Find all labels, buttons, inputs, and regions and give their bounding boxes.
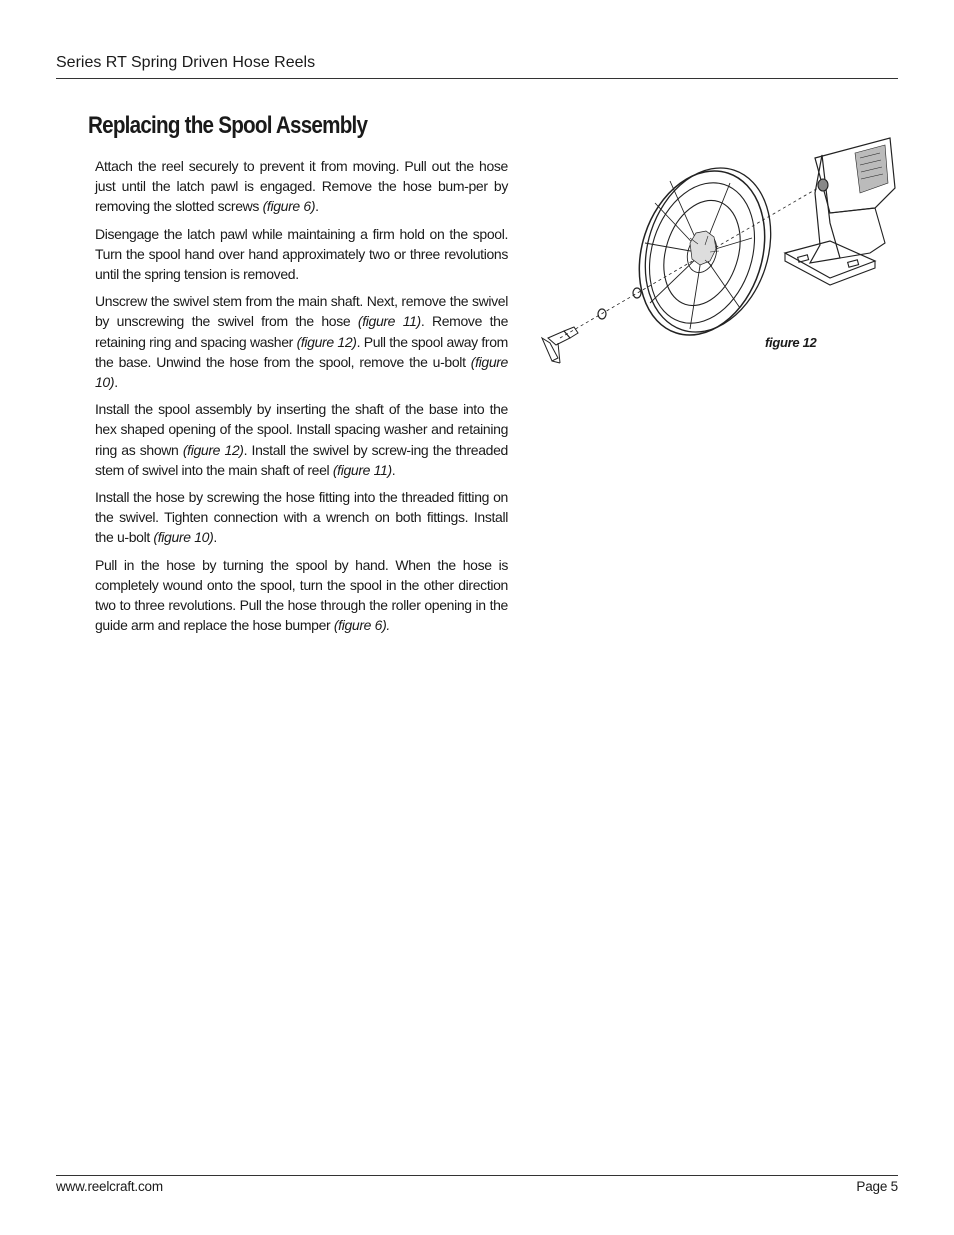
instruction-text xyxy=(95,156,508,642)
paragraph-text: . Install the swivel by screw-ing the threaded stem of swivel into the main shaft of reel xyxy=(95,441,508,478)
paragraph-text: . xyxy=(391,461,396,478)
footer-divider xyxy=(56,1175,898,1176)
figure-caption: figure 12 xyxy=(765,335,817,350)
paragraph-text: Pull in the hose by turning the spool by hand. When the hose is completely wound onto the spool, turn the spool in the other direction two to three revolutions. Pull the hose through the roller opening in the guide arm and replace the hose bumper xyxy=(95,556,508,634)
figure-reference: (figure 10) xyxy=(153,529,214,546)
paragraph-text: Disengage the latch pawl while maintaining a firm hold on the spool. Turn the spool hand over hand approximately two or three revolutions until the spring tension is removed. xyxy=(95,225,508,283)
paragraph-text: Attach the reel securely to prevent it from moving. Pull out the hose just until the latch pawl is engaged. Remove the hose bum-per by removing the slotted screws xyxy=(95,158,508,215)
instruction-paragraph xyxy=(95,224,508,285)
section-title: Replacing the Spool Assembly xyxy=(88,112,368,139)
paragraph-text: Install the hose by screwing the hose fitting into the threaded fitting on the swivel. Tighten connection with a wrench on both fittings. Install the u-bolt xyxy=(95,489,508,546)
paragraph-text: . xyxy=(114,374,118,391)
spacing-washer xyxy=(633,288,641,298)
header-divider xyxy=(56,78,898,79)
footer-website: www.reelcraft.com xyxy=(56,1179,163,1194)
page-number: Page 5 xyxy=(856,1179,898,1194)
paragraph-text: Unscrew the swivel stem from the main shaft. Next, remove the swivel by unscrewing the swivel from the hose xyxy=(95,293,508,330)
paragraph-text: Install the spool assembly by inserting the shaft of the base into the hex shaped opening of the spool. Install spacing washer and retaining ring as shown xyxy=(95,401,508,458)
paragraph-text: . xyxy=(213,529,217,546)
paragraph-text: . Pull the spool away from the base. Unwind the hose from the spool, remove the u-bolt xyxy=(95,333,508,370)
figure-reference: (figure 11) xyxy=(332,461,392,478)
instruction-paragraph xyxy=(95,291,508,392)
reel-base-bracket xyxy=(785,138,895,285)
spool-disk xyxy=(619,152,791,352)
figure-reference: (figure 12) xyxy=(182,441,244,458)
spool-assembly-drawing xyxy=(530,133,900,373)
figure-reference: (figure 10) xyxy=(95,353,508,391)
figure-reference: (figure 11) xyxy=(357,313,421,330)
instruction-paragraph xyxy=(95,399,508,480)
instruction-paragraph xyxy=(95,555,508,636)
figure-reference: (figure 12) xyxy=(296,333,357,350)
figure-12-illustration xyxy=(530,133,900,373)
instruction-paragraph xyxy=(95,156,508,217)
figure-reference: (figure 6). xyxy=(333,617,390,634)
running-header: Series RT Spring Driven Hose Reels xyxy=(56,54,316,71)
instruction-paragraph xyxy=(95,487,508,548)
paragraph-text: . Remove the retaining ring and spacing washer xyxy=(95,313,509,350)
swivel-fitting xyxy=(542,327,578,363)
figure-reference: (figure 6) xyxy=(262,198,316,215)
paragraph-text: . xyxy=(315,198,319,215)
